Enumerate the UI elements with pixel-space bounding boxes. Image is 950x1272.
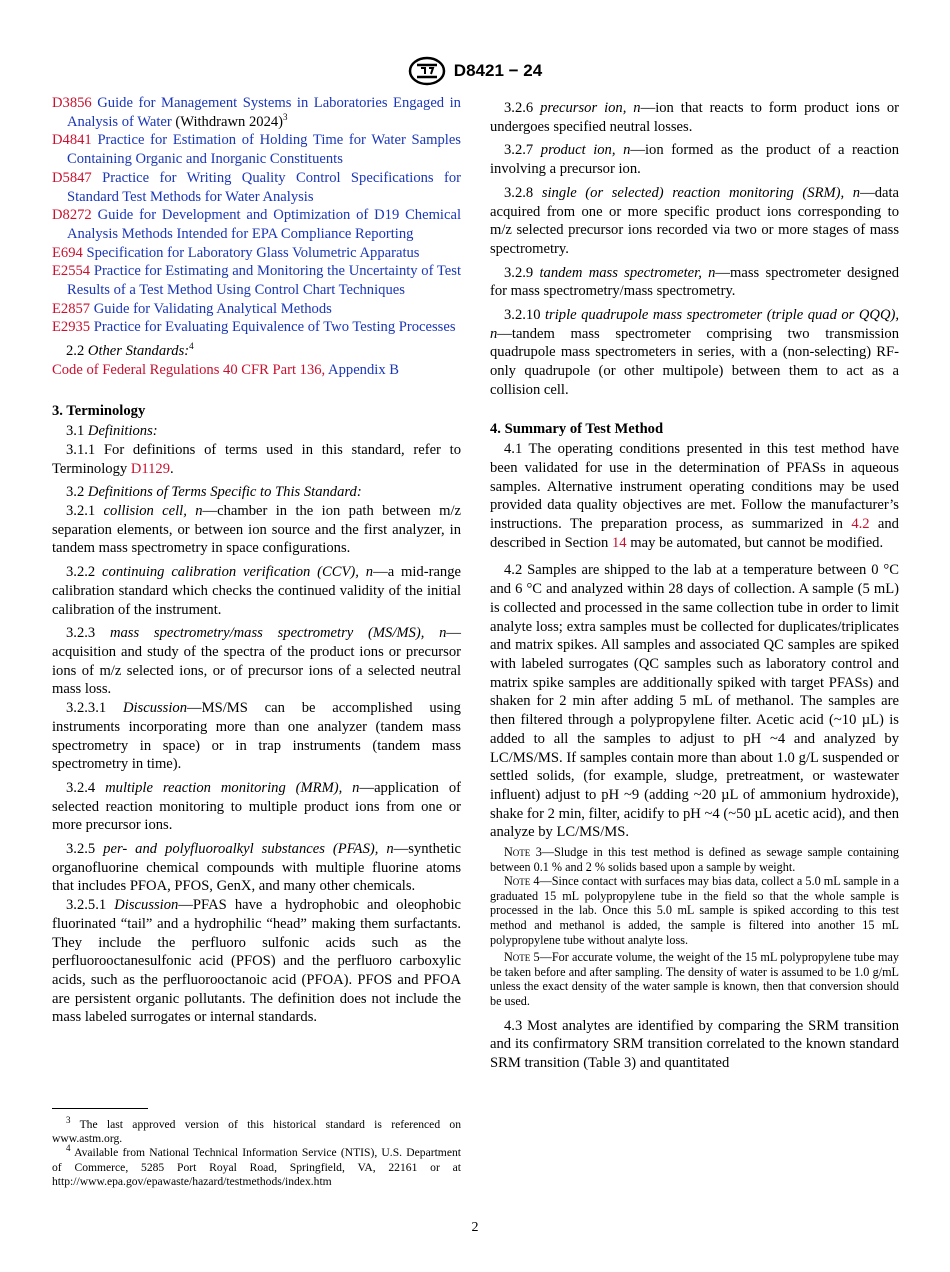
ref-title-link[interactable]: Specification for Laboratory Glass Volumetric Apparatus (86, 244, 420, 261)
ref-title-link[interactable]: Practice for Estimating and Monitoring the Uncertainty of Test Results of a Test Method Using Control Chart Techniques (67, 263, 462, 299)
def-number: 3.2.3.1 (66, 700, 107, 717)
def-body: —acquisition and study of the spectra of the product ions or precursor ions of m/z selected ions, or of precursor ions of a selected neutral mass loss. (52, 625, 461, 698)
def-body: —a mid-range calibration standard which checks the continued validity of the initial calibration of the instrument. (52, 564, 461, 618)
note-label: Note 3 (504, 845, 542, 860)
subsection-3-2 (52, 483, 461, 502)
paragraph-4-1 (490, 440, 899, 552)
note-text: —For accurate volume, the weight of the 15 mL polypropylene tube may be taken before and after sampling. The density of water is assumed to be 1.0 g/mL unless the exact density of the water sample is known, then that conversion should be used. (490, 950, 899, 1008)
paragraph-text: and described in Section (490, 516, 899, 551)
definition (52, 502, 461, 558)
def-body: —tandem mass spectrometer comprising two transmission quadrupole mass spectrometers in series, with a (non-selecting) RF-only quadrupole (or other multipole) between them to act as a collision cell. (490, 325, 899, 398)
cfr-reference (52, 361, 461, 380)
def-body: —PFAS have a hydrophobic and oleophobic fluorinated “tail” and a hydrophilic “head” making them surfactants. They include the perfluoro sulfonic acids such as the perfluorooctanesulfonic acid (PFOS) and the perfluoro carboxylic acids, such as the perfluorooctanoic acid (PFOA). PFOS and PFOA are persistent organic pollutants. The definition does not include the mass labeled surrogates or internal standards. (52, 897, 461, 1026)
ref-code-link[interactable]: D8272 (52, 207, 92, 224)
def-body: —application of selected reaction monitoring to multiple product ions from one or more precursor ions. (52, 779, 461, 834)
paragraph-3-1-1 (52, 441, 461, 478)
section-4-2-link[interactable]: 4.2 (851, 516, 870, 533)
definition (490, 141, 899, 178)
def-term: tandem mass spectrometer, n (539, 264, 716, 281)
definition (52, 840, 461, 896)
definition (52, 624, 461, 699)
section-title: Definitions of Terms Specific to This Standard: (87, 484, 362, 501)
definition (52, 699, 461, 774)
paragraph-text: 4.1 The operating conditions presented in this test method have been validated for use in the determination of PFASs in aqueous samples. Alternative instrument operating conditions may be used provided data quality objectives are met. Follow the manufacturer’s instructions. The preparation process, as summarized in (490, 441, 899, 533)
def-term: Discussion (114, 897, 179, 914)
def-term: single (or selected) reaction monitoring (SRM), n (541, 184, 861, 201)
ref-title-link[interactable]: Guide for Validating Analytical Methods (93, 300, 332, 317)
section-number: 3.1 (66, 423, 85, 440)
def-term: precursor ion, n (540, 100, 641, 116)
note-text: —Since contact with surfaces may bias data, collect a 5.0 mL sample in a graduated 15 mL polypropylene tube in the field so that the whole sample is processed in the lab. Once this 5.0 mL sample is spiked according to this test method and methanol is added, the sample is filtered into another 15 mL polypropylene tube without analyte loss. (490, 874, 900, 947)
page-header (0, 56, 950, 86)
footnote (52, 1115, 461, 1146)
ref-title-link[interactable]: Practice for Evaluating Equivalence of Two Testing Processes (93, 319, 456, 336)
def-body: —ion that reacts to form product ions or undergoes specified neutral losses. (490, 100, 899, 135)
def-term: collision cell, n (103, 503, 203, 520)
cfr-link[interactable]: Code of Federal Regulations 40 CFR Part 136, (52, 361, 326, 378)
def-term: Discussion (122, 700, 188, 717)
def-body: —MS/MS can be accomplished using instruments incorporating more than one analyzer (tandem mass spectrometry in space) or in trap instruments (tandem mass spectrometry in time). (52, 700, 461, 773)
d1129-link[interactable]: D1129 (130, 460, 171, 477)
footnote-divider (52, 1108, 148, 1109)
ref-item (52, 262, 461, 299)
def-term: multiple reaction monitoring (MRM), n (105, 779, 360, 796)
ref-title-link[interactable]: Guide for Development and Optimization of D19 Chemical Analysis Methods Intended for EPA Compliance Reporting (67, 207, 461, 242)
right-column (490, 94, 899, 1073)
note-label: Note 5 (504, 950, 540, 965)
def-body: —ion formed as the product of a reaction involving a precursor ion. (490, 142, 899, 178)
footnote-ref: 3 (283, 111, 288, 122)
ref-code-link[interactable]: D3856 (52, 95, 92, 111)
def-body: —chamber in the ion path between m/z separation elements, or between ion source and the first analyzer, in tandem mass spectrometry in space configurations. (52, 503, 461, 557)
section-heading-terminology: 3. Terminology (52, 402, 146, 419)
ref-code-link[interactable]: D5847 (52, 169, 92, 186)
section-title: Other Standards: (87, 343, 190, 360)
definition (52, 563, 461, 619)
referenced-documents (52, 94, 461, 337)
def-term: per- and polyfluoroalkyl substances (PFAS), n (103, 841, 394, 858)
def-number: 3.2.1 (66, 503, 96, 520)
section-title: Definitions: (87, 423, 158, 440)
def-number: 3.2.10 (504, 307, 541, 324)
def-number: 3.2.5 (66, 841, 96, 858)
ref-item (52, 131, 461, 168)
ref-item (52, 169, 461, 206)
ref-code-link[interactable]: E2554 (52, 263, 91, 280)
paragraph-end: . (170, 460, 174, 477)
other-standards (52, 342, 461, 361)
note-label: Note 4 (504, 874, 540, 889)
ref-code-link[interactable]: E2857 (52, 300, 91, 317)
subsection-3-1 (52, 422, 461, 441)
def-number: 3.2.8 (504, 184, 534, 201)
ref-item (52, 206, 461, 243)
ref-title-link[interactable]: Guide for Management Systems in Laboratories Engaged in Analysis of Water (67, 95, 461, 130)
paragraph-4-2: 4.2 Samples are shipped to the lab at a temperature between 0 °C and 6 °C and analyzed within 28 days of collection. A sample (5 mL) is collected and processed in the same collection tube in order to limit analyte loss; extra samples must be collected for duplicates/triplicates and matrix spikes. All samples and associated QC samples are spiked with labeled surrogates (QC samples such as laboratory control and matrix spike samples are additionally spiked with target PFASs) and shaken for 2 min after adding 5 mL of methanol. The samples are then filtered through a polypropylene filter. Acetic acid (~10 µL) is added to all the samples to adjust to pH ~4 and analyzed by LC/MS/MS. If samples contain more than about 1.0 g/L suspended or settled solids, (for example, sludge, pretreatment, or wastewater influent) adjust to pH ~9 (adding ~20 µL of ammonium hydroxide), shake for 2 min, filter, acidify to pH ~4 (~50 µL acetic acid), and then analyze by LC/MS/MS. (490, 562, 899, 841)
definition (490, 99, 899, 136)
definition (490, 306, 899, 400)
definition (490, 264, 899, 301)
def-number: 3.2.2 (66, 564, 96, 581)
def-number: 3.2.9 (504, 264, 534, 281)
astm-logo-icon (408, 56, 446, 86)
appendix-link[interactable]: Appendix B (325, 361, 399, 378)
definition (52, 779, 461, 835)
footnotes (52, 1115, 461, 1189)
ref-title-link[interactable]: Practice for Writing Quality Control Specifications for Standard Test Methods for Water Analysis (67, 169, 461, 205)
def-term: continuing calibration verification (CCV), n (102, 564, 374, 581)
def-number: 3.2.6 (504, 100, 534, 116)
def-term: triple quadrupole mass spectrometer (triple quad or QQQ), n (490, 307, 899, 342)
note (490, 845, 899, 874)
page-number: 2 (471, 1220, 479, 1235)
def-term: product ion, n (540, 142, 631, 159)
ref-code-link[interactable]: D4841 (52, 132, 92, 149)
footnote-text: Available from National Technical Information Service (NTIS), U.S. Department of Commerce, 5285 Port Royal Road, Springfield, VA, 22161 or at http://www.epa.gov/epawaste/hazard/testmethods/index.htm (52, 1146, 461, 1188)
footnote-number: 3 (66, 1115, 71, 1126)
footnote (52, 1143, 461, 1189)
ref-suffix: (Withdrawn 2024) (171, 113, 284, 130)
ref-title-link[interactable]: Practice for Estimation of Holding Time for Water Samples Containing Organic and Inorganic Constituents (67, 132, 461, 168)
paragraph-text: 3.1.1 For definitions of terms used in this standard, refer to Terminology (52, 441, 461, 477)
def-number: 3.2.7 (504, 142, 534, 159)
def-number: 3.2.3 (66, 625, 96, 642)
ref-item (52, 318, 461, 337)
definition (490, 184, 899, 259)
section-number: 3.2 (66, 484, 85, 501)
definition (52, 896, 461, 1027)
footnote-number: 4 (66, 1143, 71, 1154)
ref-item (52, 244, 461, 263)
def-body: —data acquired from one or more specific product ions corresponding to m/z selected precursor ions recorded via two or more stages of mass spectrometry. (490, 184, 899, 257)
left-column (52, 94, 461, 1027)
def-term: mass spectrometry/mass spectrometry (MS/MS), n (109, 625, 447, 642)
document-designation: D8421 − 24 (453, 61, 543, 80)
footnote-text: The last approved version of this historical standard is referenced on www.astm.org. (52, 1118, 461, 1146)
ref-code-link[interactable]: E2935 (52, 319, 91, 336)
note (490, 950, 899, 1008)
def-number: 3.2.5.1 (66, 897, 107, 914)
section-number: 2.2 (66, 343, 85, 360)
section-14-link[interactable]: 14 (612, 534, 627, 551)
def-body: —mass spectrometer designed for mass spectrometry/mass spectrometry. (490, 264, 899, 300)
ref-code-link[interactable]: E694 (52, 244, 83, 261)
note-text: —Sludge in this test method is defined as sewage sample containing between 0.1 % and 2 % solids based upon a sample by weight. (490, 845, 900, 874)
def-number: 3.2.4 (66, 779, 96, 796)
paragraph-4-3: 4.3 Most analytes are identified by comparing the SRM transition and its confirmatory SRM transition correlated to the known standard SRM transition (Table 3) and quantitated (490, 1017, 899, 1071)
section-heading-summary: 4. Summary of Test Method (490, 420, 664, 437)
footnote-ref: 4 (189, 341, 194, 352)
paragraph-text: may be automated, but cannot be modified. (626, 534, 884, 551)
def-body: —synthetic organofluorine chemical compounds with multiple fluorine atoms that includes PFOA, PFOS, GenX, and many other chemicals. (52, 841, 461, 895)
ref-item (52, 94, 461, 131)
note (490, 874, 899, 947)
ref-item (52, 300, 461, 319)
